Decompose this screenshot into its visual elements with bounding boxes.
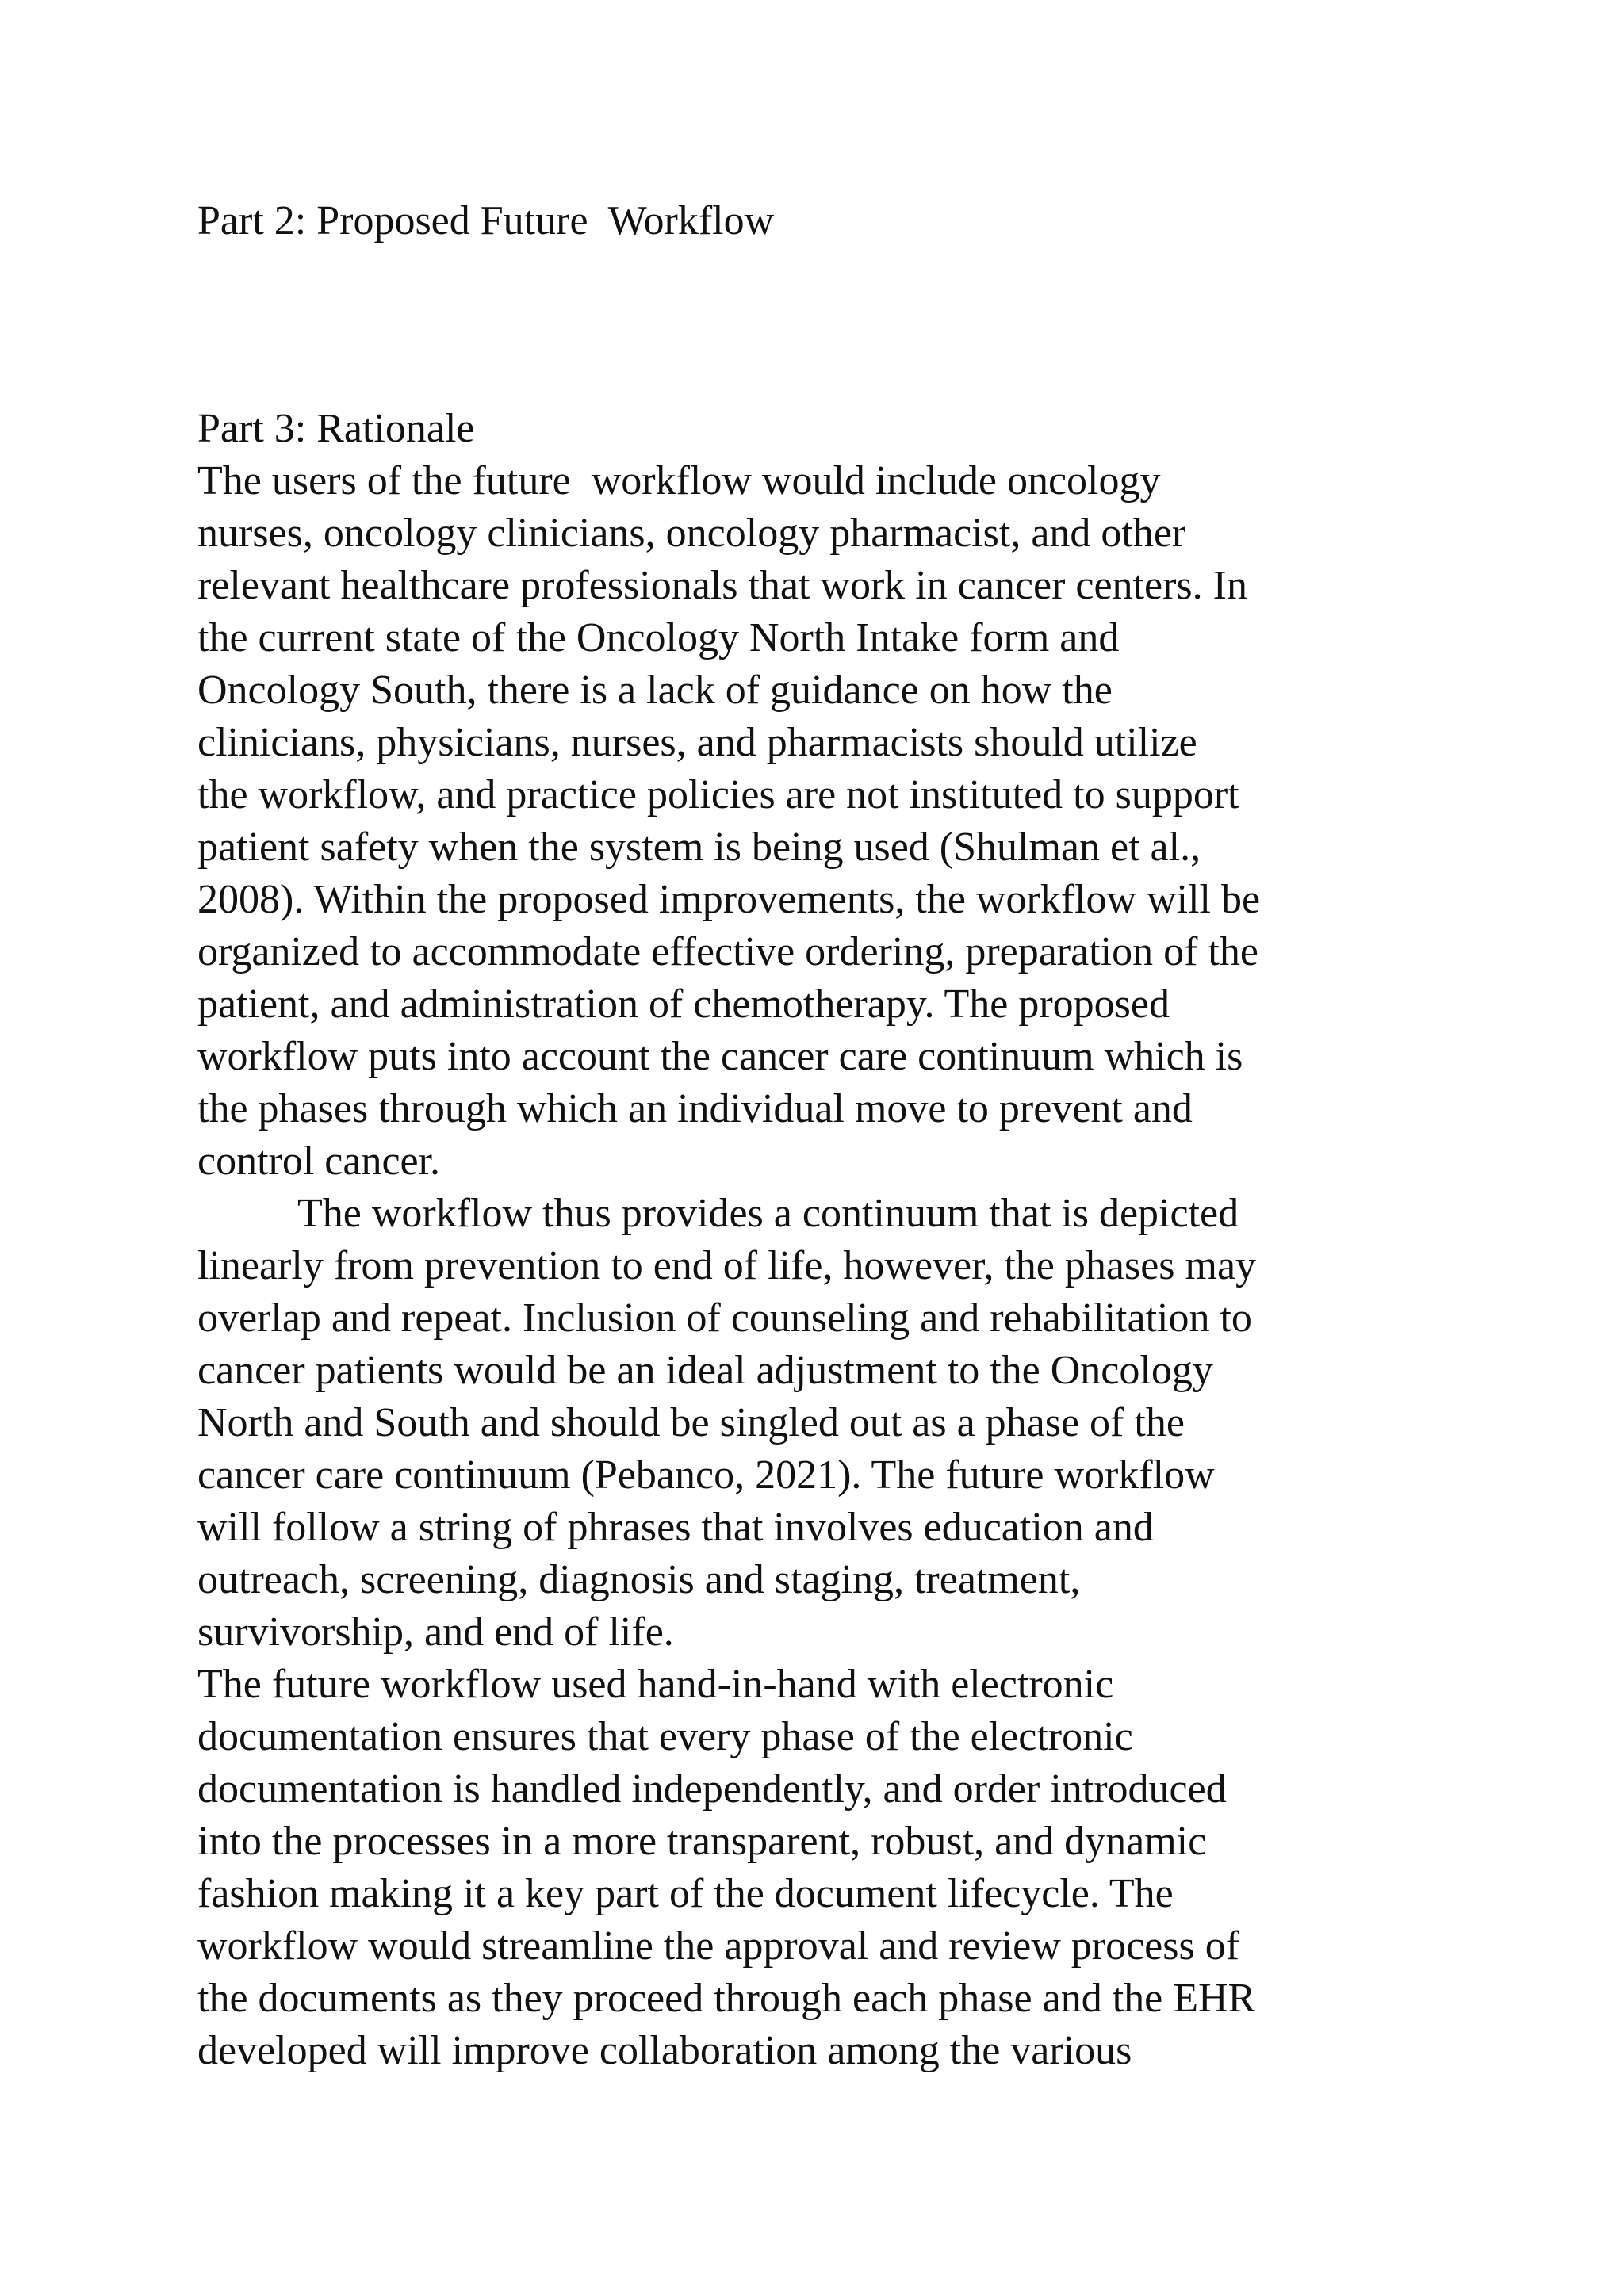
- text-line: documentation ensures that every phase of the electronic: [197, 1714, 1133, 1759]
- text-line: documentation is handled independently, and order introduced: [197, 1766, 1227, 1812]
- text-line: patient safety when the system is being used (Shulman et al.,: [197, 825, 1201, 870]
- heading-part-2: Part 2: Proposed Future Workflow: [197, 198, 775, 243]
- text-line: nurses, oncology clinicians, oncology pharmacist, and other: [197, 511, 1186, 556]
- text-line: 2008). Within the proposed improvements, the workflow will be: [197, 877, 1261, 922]
- text-line: the phases through which an individual move to prevent and: [197, 1086, 1193, 1131]
- text-line: the documents as they proceed through each phase and the EHR: [197, 1976, 1256, 2021]
- text-line: will follow a string of phrases that involves education and: [197, 1505, 1154, 1550]
- text-line: workflow would streamline the approval and review process of: [197, 1923, 1240, 1969]
- text-line: relevant healthcare professionals that work in cancer centers. In: [197, 563, 1247, 608]
- text-line: patient, and administration of chemotherapy. The proposed: [197, 982, 1170, 1027]
- text-line: clinicians, physicians, nurses, and pharmacists should utilize: [197, 720, 1197, 765]
- text-line: overlap and repeat. Inclusion of counseling and rehabilitation to: [197, 1295, 1252, 1341]
- document-body: [197, 195, 1545, 2077]
- text-line: workflow puts into account the cancer care continuum which is: [197, 1034, 1243, 1079]
- text-line: cancer care continuum (Pebanco, 2021). The future workflow: [197, 1452, 1215, 1498]
- text-line: linearly from prevention to end of life, however, the phases may: [197, 1243, 1257, 1288]
- heading-part-3: Part 3: Rationale: [197, 406, 475, 451]
- paragraph-continuum: [197, 1188, 1545, 1659]
- text-line: Oncology South, there is a lack of guidance on how the: [197, 668, 1113, 713]
- text-line: into the processes in a more transparent, robust, and dynamic: [197, 1819, 1207, 1864]
- text-line: The workflow thus provides a continuum that is depicted: [297, 1191, 1239, 1236]
- text-line: control cancer.: [197, 1138, 441, 1184]
- text-line: cancer patients would be an ideal adjustment to the Oncology: [197, 1348, 1213, 1393]
- section-gap: [197, 247, 1545, 403]
- text-line: the current state of the Oncology North Intake form and: [197, 615, 1120, 660]
- text-line: The users of the future workflow would include oncology: [197, 458, 1161, 503]
- text-line: fashion making it a key part of the document lifecycle. The: [197, 1871, 1174, 1916]
- text-line: survivorship, and end of life.: [197, 1609, 674, 1655]
- paragraph-documentation: [197, 1659, 1545, 2077]
- text-line: developed will improve collaboration among the various: [197, 2028, 1132, 2073]
- text-line: North and South and should be singled out as a phase of the: [197, 1400, 1185, 1445]
- text-line: the workflow, and practice policies are not instituted to support: [197, 772, 1239, 817]
- paragraph-users: [197, 455, 1545, 1188]
- text-line: outreach, screening, diagnosis and staging, treatment,: [197, 1557, 1081, 1602]
- text-line: organized to accommodate effective ordering, preparation of the: [197, 929, 1258, 974]
- text-line: The future workflow used hand-in-hand with electronic: [197, 1662, 1114, 1707]
